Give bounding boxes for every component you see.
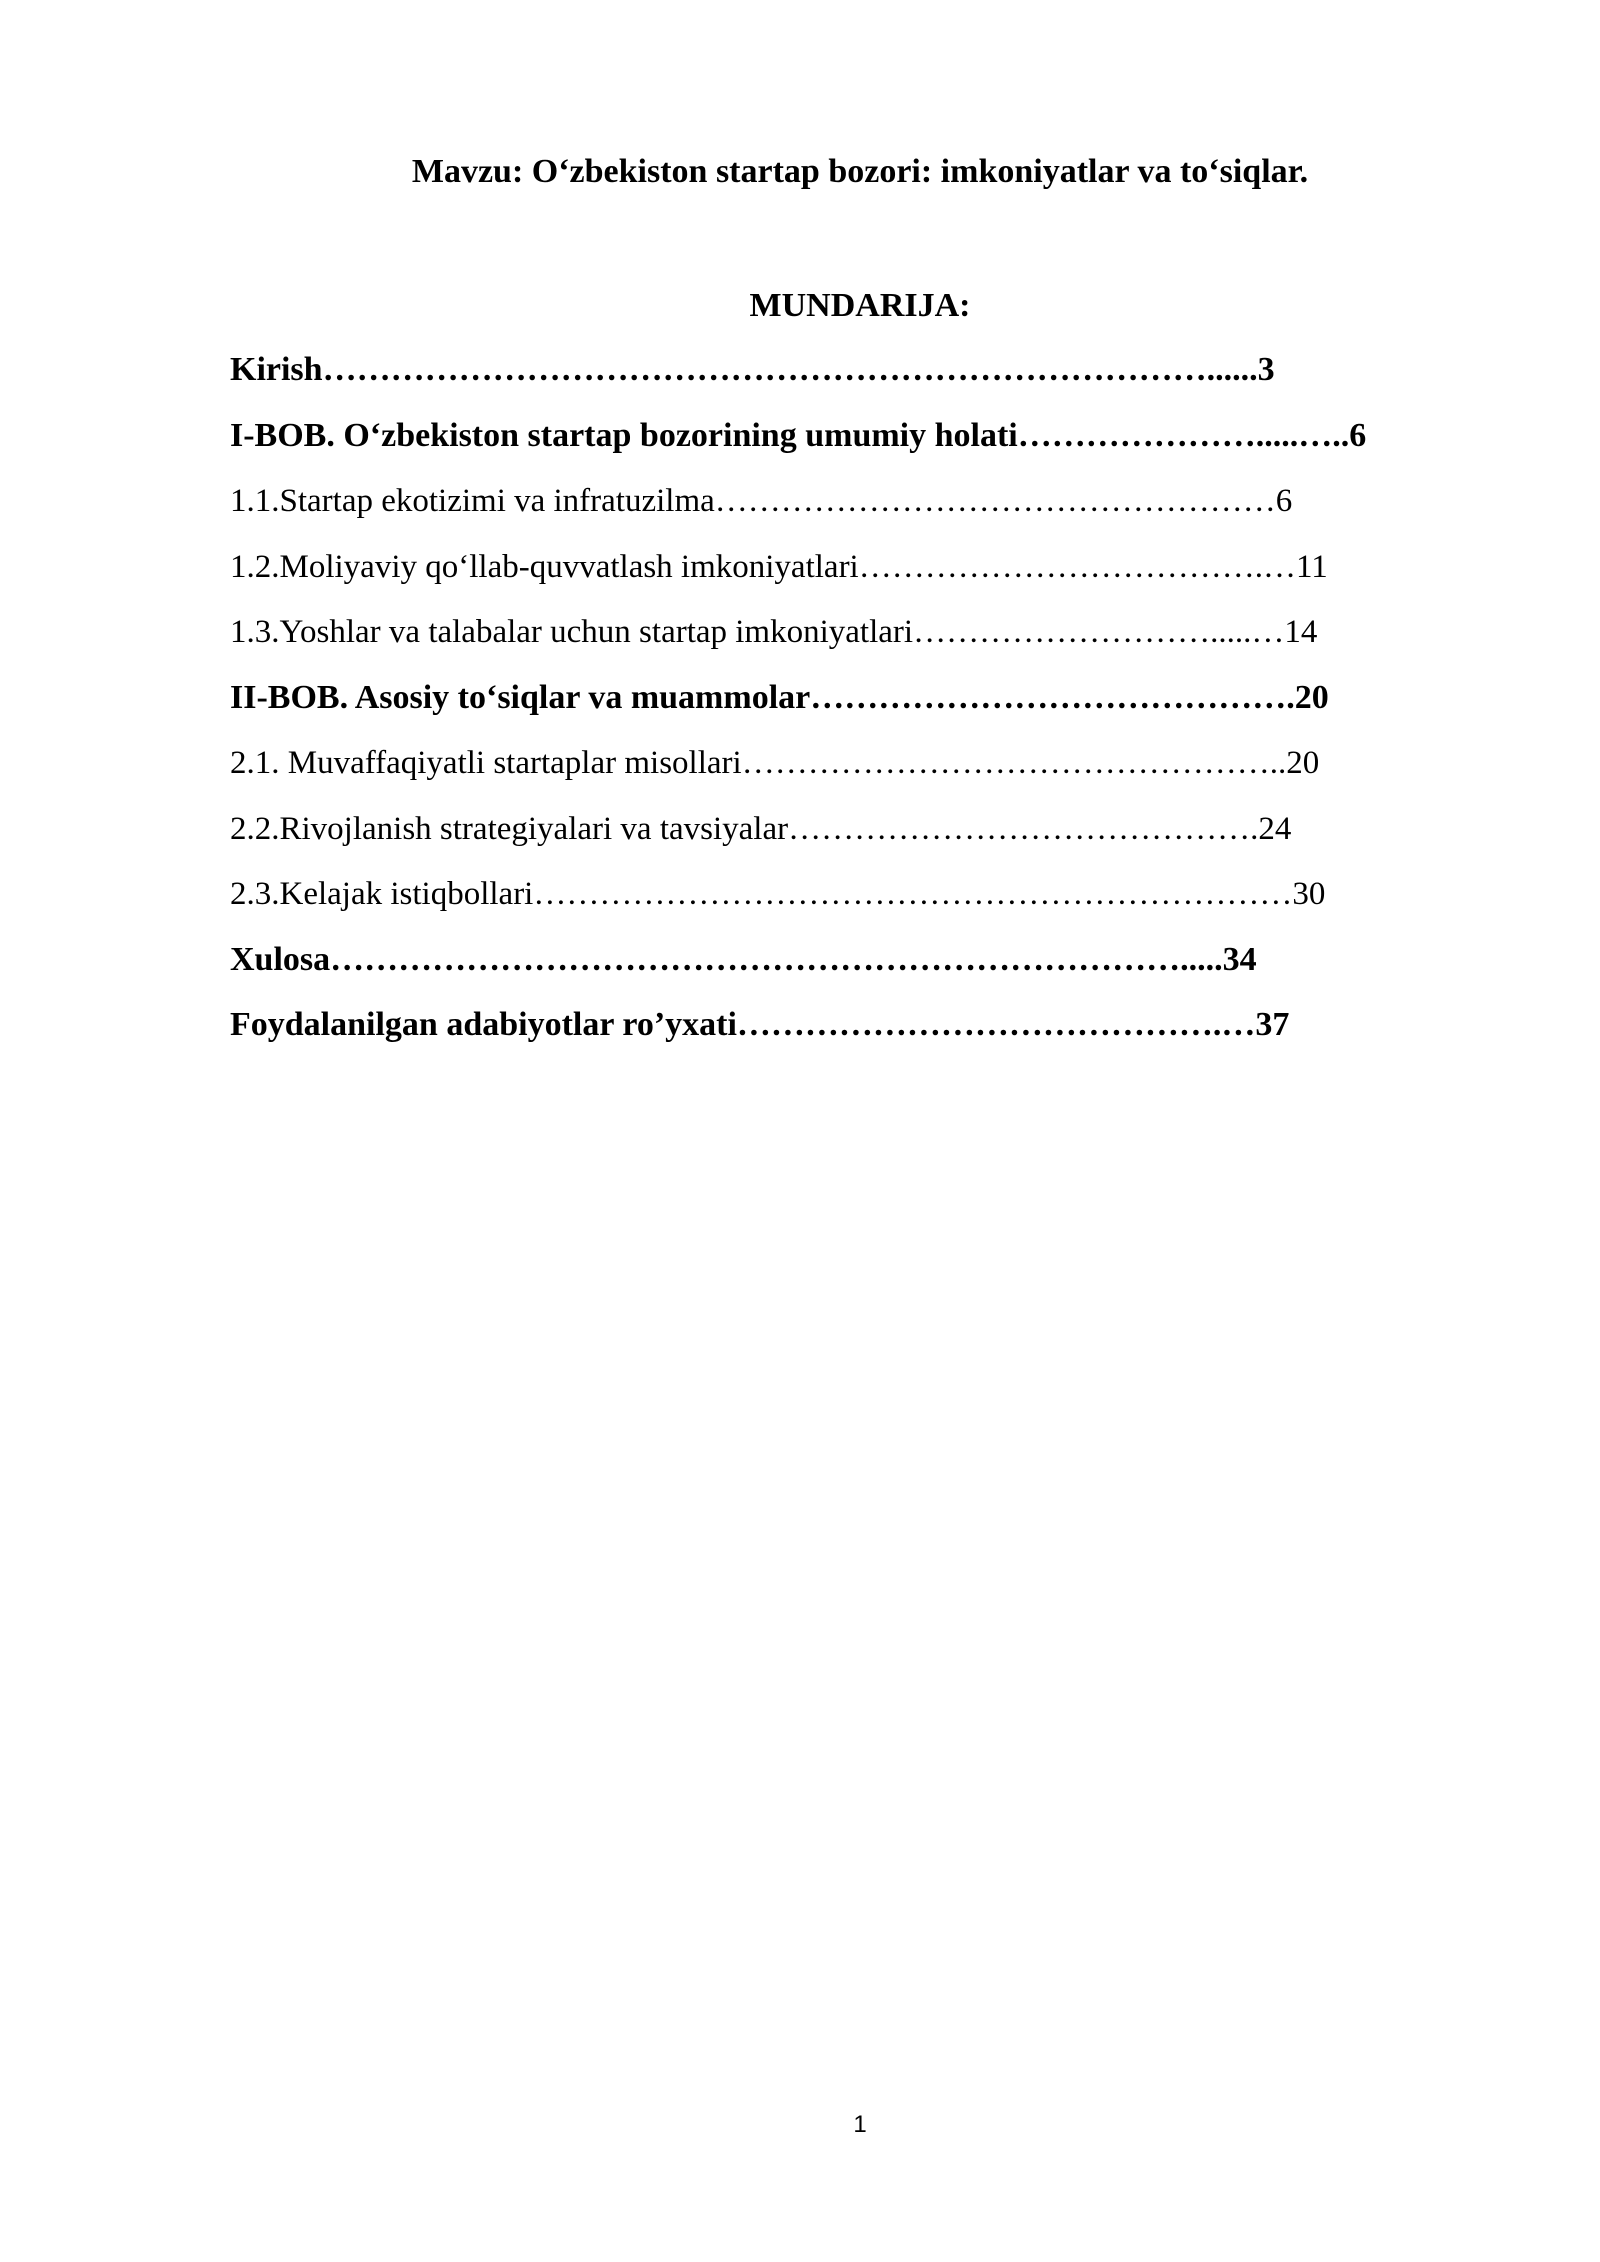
toc-entry-label: II-BOB. Asosiy to‘siqlar va muammolar [230,678,811,716]
toc-entry-chapter-1[interactable] [230,414,1490,480]
toc-entry-label: 2.2.Rivojlanish strategiyalari va tavsiyalar [230,810,789,847]
page-number: 1 [853,2111,867,2138]
toc-entry-2-3[interactable] [230,872,1490,938]
toc-entry-2-1[interactable] [230,741,1490,807]
toc-entry-leader: ……………………….....… [913,614,1285,650]
toc-entry-leader: …………………………………………………………………..... [330,940,1223,978]
toc-entry-label: I-BOB. O‘zbekiston startap bozorining umumiy holati [230,416,1018,454]
toc-entry-page: 24 [1258,810,1292,847]
toc-entry-page: 20 [1286,745,1320,781]
toc-entry-page: 3 [1257,351,1275,388]
toc-entry-page: 6 [1349,416,1367,454]
toc-entry-leader: ……………………………….… [858,548,1296,585]
toc-entry-label: 1.1.Startap ekotizimi va infratuzilma [230,483,715,519]
toc-entry-label: 1.2.Moliyaviy qo‘llab-quvvatlash imkoniyatlari [230,548,859,585]
toc-entry-references[interactable] [230,1003,1490,1069]
toc-entry-page: 20 [1294,678,1329,716]
document-title: Mavzu: O‘zbekiston startap bozori: imkoniyatlar va to‘siqlar. [411,153,1309,190]
toc-entry-leader: ………………….....….. [1017,416,1350,454]
toc-entry-leader: ……………………………………. [810,678,1295,716]
toc-entry-page: 30 [1292,876,1326,912]
toc-entry-page: 34 [1222,940,1257,978]
toc-entry-leader: ………………………………………….. [741,745,1287,781]
toc-entry-leader: …………………………………………… [714,483,1276,519]
toc-entry-1-2[interactable] [230,545,1490,611]
toc-entry-label: Foydalanilgan adabiyotlar ro’yxati [230,1006,737,1043]
toc-entry-1-3[interactable] [230,610,1490,676]
toc-entry-kirish[interactable] [230,348,1490,414]
toc-entry-chapter-2[interactable] [230,676,1490,742]
toc-entry-page: 11 [1295,548,1328,585]
toc-entry-leader: …………………………………….… [736,1006,1256,1043]
toc-entry-page: 6 [1275,483,1293,519]
toc-entry-label: 2.1. Muvaffaqiyatli startaplar misollari [230,745,742,781]
toc-entry-1-1[interactable] [230,479,1490,545]
toc-heading: MUNDARIJA: [749,287,971,324]
toc-entry-label: 2.3.Kelajak istiqbollari [230,876,534,912]
toc-entry-2-2[interactable] [230,807,1490,873]
toc-entry-leader: ……………………………………. [788,810,1259,847]
toc-entry-label: 1.3.Yoshlar va talabalar uchun startap imkoniyatlari [230,614,914,650]
toc-entry-label: Xulosa [230,940,331,978]
toc-entry-page: 37 [1255,1006,1290,1043]
table-of-contents [230,348,1490,1069]
toc-entry-label: Kirish [230,351,323,388]
toc-entry-xulosa[interactable] [230,938,1490,1004]
toc-entry-leader: …………………………………………………………… [533,876,1293,912]
toc-entry-leader: ……………………………………………………………………...... [322,351,1258,388]
toc-entry-page: 14 [1284,614,1318,650]
